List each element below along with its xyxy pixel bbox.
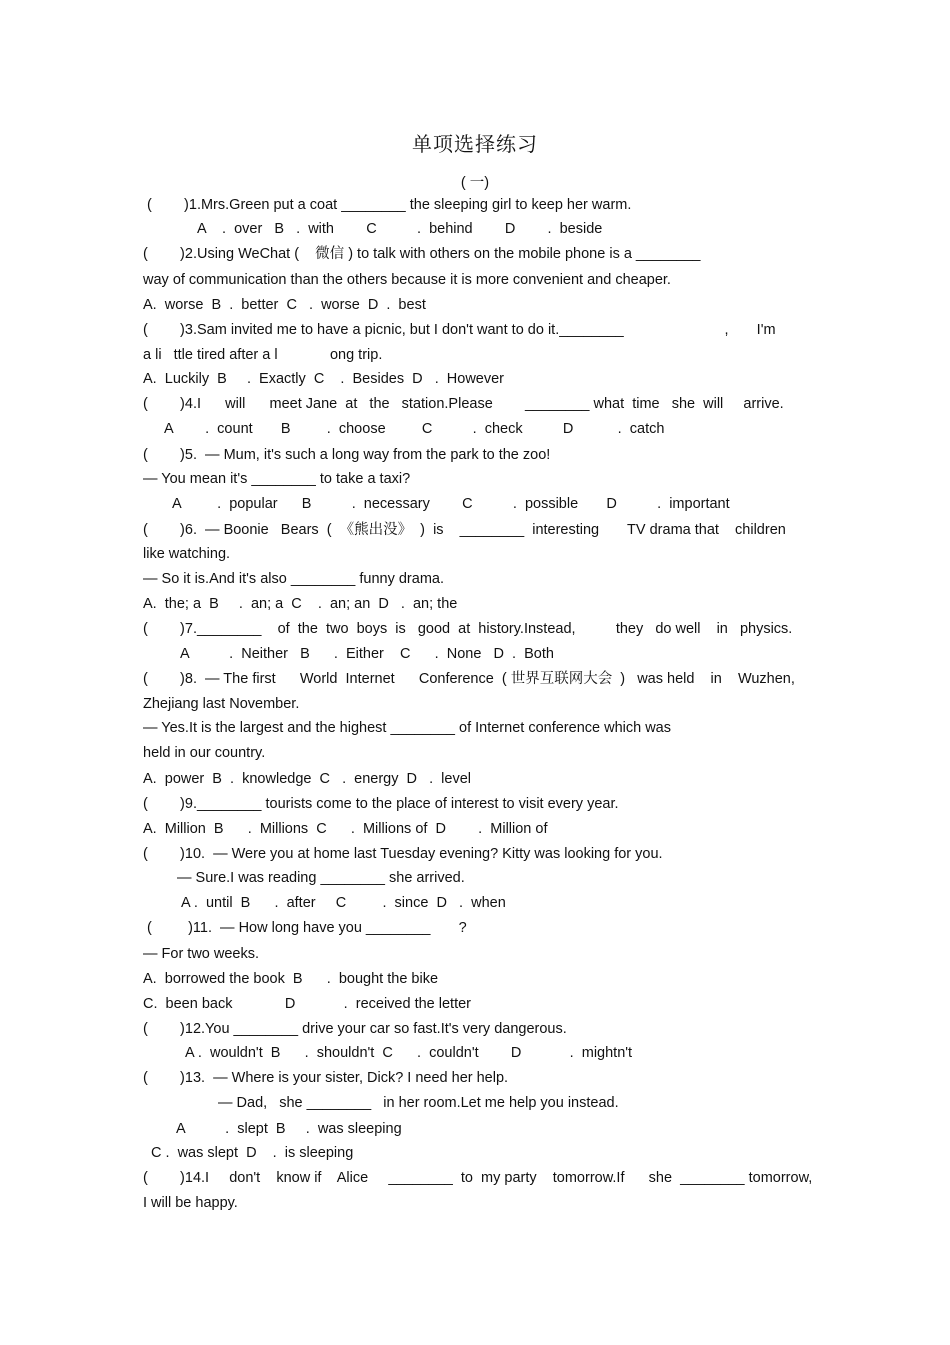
question-2-options: A. worse B . better C . worse D . best [143,297,426,313]
question-3-options: A. Luckily B . Exactly C . Besides D . However [143,371,504,387]
question-4: ( )4.I will meet Jane at the station.Please ________ what time she will arrive. [143,396,784,412]
question-1-options: A . over B . with C . behind D . beside [197,221,603,237]
section-subtitle: ( 一) [460,175,490,191]
question-11-reply: — For two weeks. [143,946,260,962]
question-3-cont: a li ttle tired after a l ong trip. [143,347,383,363]
question-14: ( )14.I don't know if Alice ________ to my party tomorrow.If she ________ tomorrow, [143,1170,813,1186]
question-3: ( )3.Sam invited me to have a picnic, but I don't want to do it.________ , I'm [143,322,776,338]
question-10-options: A . until B . after C . since D . when [181,895,506,911]
question-12: ( )12.You ________ drive your car so fast.It's very dangerous. [143,1021,567,1037]
question-8-reply: — Yes.It is the largest and the highest ________ of Internet conference which was [143,720,671,736]
question-7: ( )7.________ of the two boys is good at history.Instead, they do well in physics. [143,621,793,637]
question-4-options: A . count B . choose C . check D . catch [164,421,665,437]
question-6-options: A. the; a B . an; a C . an; an D . an; the [143,596,458,612]
question-9: ( )9.________ tourists come to the place of interest to visit every year. [143,796,619,812]
question-13: ( )13. — Where is your sister, Dick? I need her help. [143,1070,509,1086]
question-9-options: A. Million B . Millions C . Millions of D . Million of [143,821,548,837]
question-8: ( )8. — The first World Internet Conference ( 世界互联网大会 ) was held in Wuzhen, [143,671,795,687]
question-7-options: A . Neither B . Either C . None D . Both [180,646,554,662]
question-6: ( )6. — Boonie Bears ( 《熊出没》 ) is ________ interesting TV drama that children [143,522,786,538]
page-title: 单项选择练习 [412,132,538,156]
question-8-options: A. power B . knowledge C . energy D . level [143,771,472,787]
question-6-cont: like watching. [143,546,231,562]
question-10-reply: — Sure.I was reading ________ she arrived. [177,870,465,886]
question-13-options-cd: C . was slept D . is sleeping [151,1145,354,1161]
question-2: ( )2.Using WeChat ( 微信 ) to talk with others on the mobile phone is a ________ [143,246,701,262]
question-11: ( )11. — How long have you ________ ? [147,920,467,936]
question-6-reply: — So it is.And it's also ________ funny drama. [143,571,444,587]
question-5-options: A . popular B . necessary C . possible D . important [172,496,730,512]
question-8-cont: Zhejiang last November. [143,696,300,712]
question-12-options: A . wouldn't B . shouldn't C . couldn't D . mightn't [185,1045,633,1061]
question-5: ( )5. — Mum, it's such a long way from the park to the zoo! [143,447,551,463]
question-5-cont: — You mean it's ________ to take a taxi? [143,471,411,487]
question-2-cont: way of communication than the others because it is more convenient and cheaper. [143,272,671,288]
question-11-options-cd: C. been back D . received the letter [143,996,471,1012]
question-10: ( )10. — Were you at home last Tuesday evening? Kitty was looking for you. [143,846,663,862]
question-13-options-ab: A . slept B . was sleeping [176,1121,402,1137]
question-13-reply: — Dad, she ________ in her room.Let me help you instead. [218,1095,619,1111]
question-8-reply-cont: held in our country. [143,745,266,761]
question-11-options-ab: A. borrowed the book B . bought the bike [143,971,439,987]
question-1: ( )1.Mrs.Green put a coat ________ the sleeping girl to keep her warm. [147,197,632,213]
question-14-cont: I will be happy. [143,1195,238,1211]
